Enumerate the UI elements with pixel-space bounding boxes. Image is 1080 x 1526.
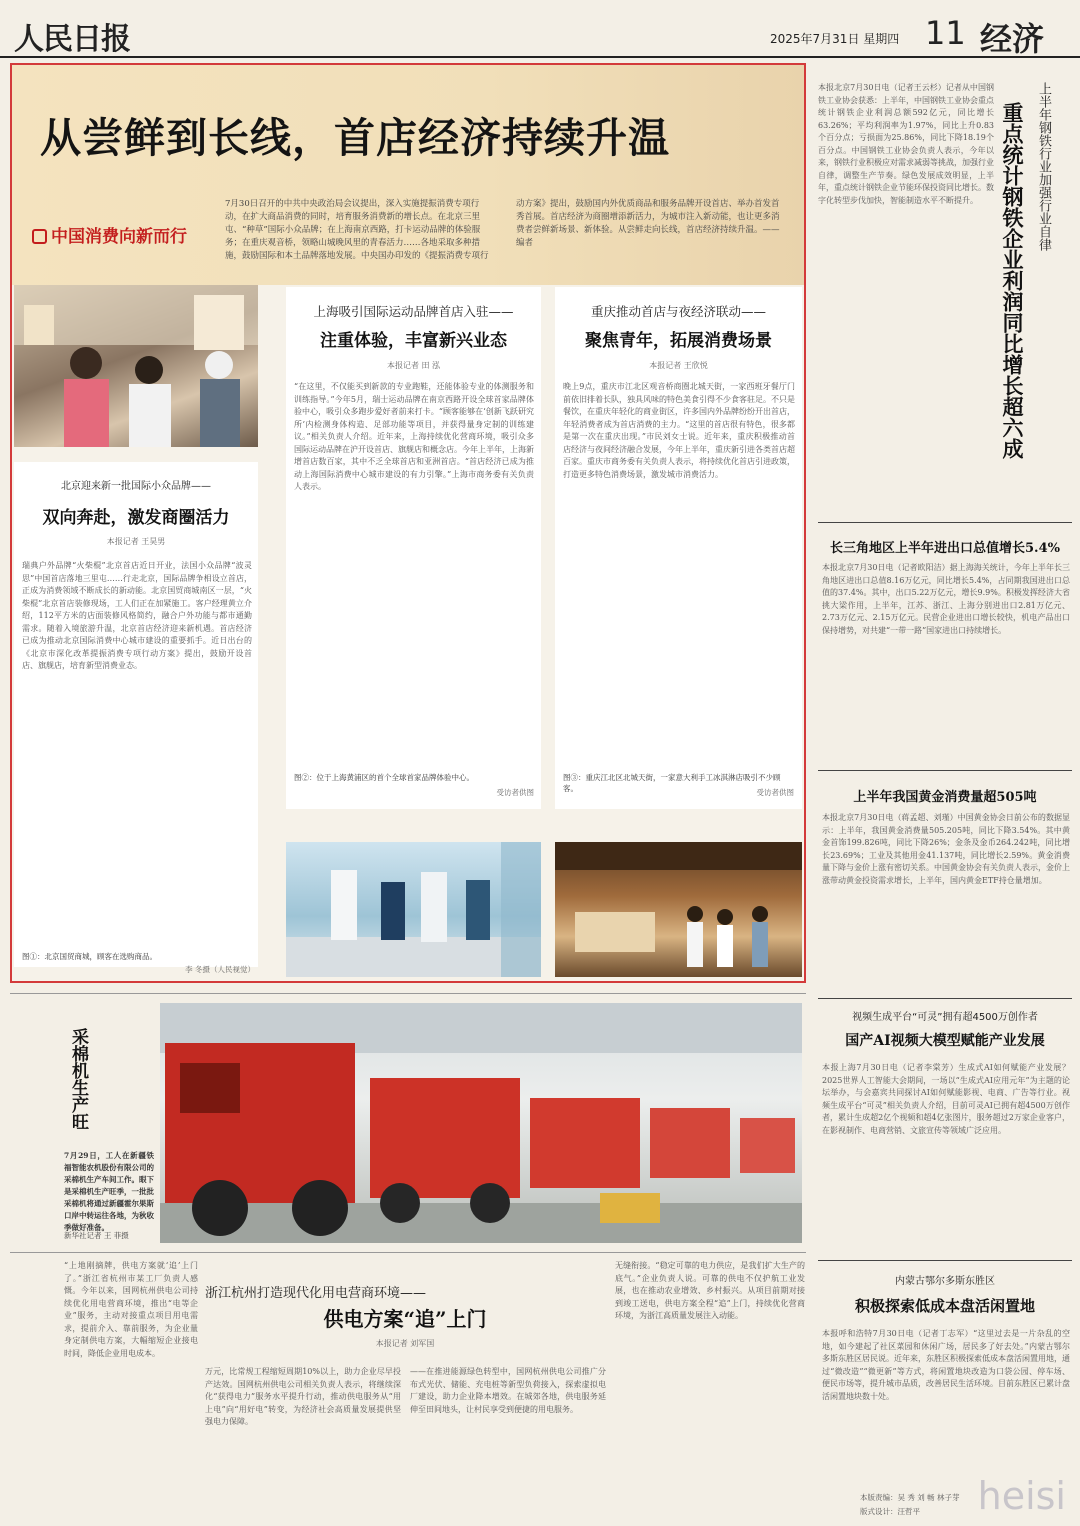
steel-kicker: 上半年钢铁行业加强行业自律 <box>1036 82 1051 251</box>
zhejiang-byline: 本报记者 刘军国 <box>375 1339 435 1348</box>
cotton-title: 采棉机生产旺 <box>68 1028 88 1130</box>
photo-chongqing-shop-figures <box>555 842 802 977</box>
photo-shanghai-store <box>286 842 541 977</box>
photo-chongqing-shop <box>555 842 802 977</box>
issue-date: 2025年7月31日 星期四 <box>770 32 900 46</box>
chongqing-title: 聚焦青年，拓展消费场景 <box>585 331 772 351</box>
feature-kicker-text: 中国消费向新而行 <box>51 227 187 247</box>
cotton-credit: 新华社记者 王 菲摄 <box>64 1231 129 1240</box>
zhejiang-col2: ——在推进能源绿色转型中，国网杭州供电公司推广分布式光伏、储能、充电桩等新型负荷接入，探索虚拟电厂建设，助力企业降本增效。在城郊各地，供电服务延伸至田间地头，让村民享受到便捷的用电服务。 <box>410 1367 606 1414</box>
feature-kicker <box>32 222 187 247</box>
ai-video-title: 国产AI视频大模型赋能产业发展 <box>845 1033 1045 1049</box>
chongqing-body: 晚上9点，重庆市江北区观音桥商圈北城天街，一家西班牙餐厅门前依旧排着长队，独具风味的特色美食引得不少食客驻足。不只是餐饮，在重庆年轻化的商业街区，许多国内外品牌纷纷开出首店，年轻消费者成为首店消费的主力。“这里的首店很有特色，很多都是第一次在重庆出现。”市民刘女士说。近年来，重庆积极推动首店经济与夜间经济融合发展，今年上半年，重庆新引进各类首店超百家。重庆市商务委有关负责人表示，将持续优化首店引进政策，打造更多特色消费场景，激发城市消费活力。 <box>563 382 795 479</box>
divider-4 <box>818 1260 1072 1261</box>
yangtze-body: 本报北京7月30日电（记者欧阳洁）据上海海关统计，今年上半年长三角地区进出口总值8.16万亿元，同比增长5.4%，占同期我国进出口总值的37.4%。其中，出口5.22万亿元，增长9.9%。积极发挥经济大省挑大梁作用，上半年，江苏、浙江、上海分别进出口2.81万亿元、2.73万亿元、2.15万亿元。民营企业进出口增长较快，机电产品出口保持增势，对共建“一带一路”国家进出口持续增长。 <box>822 563 1070 635</box>
steel-body <box>818 82 994 490</box>
ordos-pre-title: 内蒙古鄂尔多斯东胜区 <box>895 1276 995 1287</box>
yangtze-title: 长三角地区上半年进出口总值增长5.4% <box>830 541 1060 556</box>
chongqing-byline: 本报记者 王欣悦 <box>649 361 708 370</box>
shanghai-caption: 图②：位于上海黄浦区的首个全球首家品牌体验中心。 <box>294 773 474 782</box>
section-name: 经济 <box>980 20 1045 58</box>
chongqing-photographer: 受访者供图 <box>756 788 794 797</box>
zhejiang-col3: 无缝衔接。“稳定可靠的电力供应，是我们扩大生产的底气。”企业负责人说。可靠的供电不仅护航工业发展，也在推动农业增效、乡村振兴。从项目前期对接到竣工送电，供电方案全程“追”上门，持续优化营商环境，为浙江高质量发展注入动能。 <box>615 1261 805 1320</box>
photo-cotton-pickers <box>160 1003 802 1243</box>
shanghai-byline: 本报记者 田 泓 <box>386 361 441 370</box>
shanghai-pre-title: 上海吸引国际运动品牌首店入驻—— <box>313 304 514 319</box>
chongqing-pre-title: 重庆推动首店与夜经济联动—— <box>590 304 766 319</box>
steel-title: 重点统计钢铁企业利润同比增长超六成 <box>1000 102 1025 459</box>
photo-shanghai-store-figures <box>286 842 541 977</box>
gold-title: 上半年我国黄金消费量超505吨 <box>853 790 1037 805</box>
ai-video-pre-title: 视频生成平台“可灵”拥有超4500万创作者 <box>852 1012 1038 1023</box>
ai-video-body: 本报上海7月30日电（记者李棠芳）生成式AI如何赋能产业发展？2025世界人工智能大会期间，一场以“生成式AI应用元年”为主题的论坛举办，与会嘉宾共同探讨AI如何赋能影视、电商、广告等行业。视频生成平台“可灵”相关负责人介绍，目前可灵AI已拥有超4500万创作者，累计生成超2亿个视频和超4亿张图片，服务超过2万家企业客户，在影视制作、电商营销、文旅宣传等领域广泛应用。 <box>822 1063 1070 1135</box>
divider-3 <box>818 998 1072 999</box>
watermark: heisi <box>977 1474 1066 1518</box>
beijing-pre-title: 北京迎来新一批国际小众品牌—— <box>61 481 211 492</box>
page-designer: 版式设计：汪哲平 <box>860 1507 920 1516</box>
series-icon <box>32 229 47 244</box>
photo-beijing-shoppers <box>14 285 258 447</box>
page-editors: 本版责编：吴 秀 刘 畅 林子芽 <box>860 1493 960 1502</box>
divider-1 <box>818 522 1072 523</box>
feature-headline: 从尝鲜到长线，首店经济持续升温 <box>40 114 670 162</box>
divider-2 <box>818 770 1072 771</box>
masthead <box>0 0 1080 58</box>
cotton-caption: 7月29日，工人在新疆铁福智能农机股份有限公司的采棉机生产车间工作。眼下是采棉机生产旺季，一批批采棉机将通过新疆霍尔果斯口岸中转运往各地，为秋收季做好准备。 <box>64 1151 154 1232</box>
zhejiang-title: 供电方案“追”上门 <box>323 1307 487 1331</box>
zhejiang-col1: 万元，比常规工程缩短周期10%以上，助力企业尽早投产达效。国网杭州供电公司相关负责人表示，将继续深化“获得电力”服务水平提升行动，推动供电服务从“用上电”向“用好电”转变，为经济社会高质量发展提供坚强电力保障。 <box>205 1367 401 1426</box>
beijing-caption: 图①：北京国贸商城，顾客在选购商品。 <box>22 952 157 961</box>
ordos-title: 积极探索低成本盘活闲置地 <box>854 1297 1035 1315</box>
beijing-body: 瑞典户外品牌“火柴棍”北京首店近日开业，法国小众品牌“波灵思”中国首店落地三里屯……行走北京，国际品牌争相设立首店，正成为消费领域不断成长的新动能。北京国贸商城南区一层，“火柴棍”北京首店装修现场，工人们正在加紧施工。客户经理黄立介绍，112平方米的店面装修风格简约，融合户外功能与都市通勤需求。随着入境旅游升温，北京首店经济迎来新机遇。首店经济已成为推动北京国际消费中心城市建设的重要抓手。近日出台的《北京市深化改革提振消费专项行动方案》提出，鼓励开设首店、旗舰店，培育新型消费业态。 <box>22 561 252 670</box>
photo-beijing-shoppers-figures <box>14 285 258 447</box>
zhejiang-lead-body: “上地刚摘牌，供电方案就‘追’上门了。”浙江省杭州市某工厂负责人感慨。今年以来，国网杭州供电公司持续优化用电营商环境，推出“电等企业”服务，主动对接重点项目用电需求，提前介入、靠前服务，为企业量身定制供电方案，大幅缩短企业接电时间，降低企业用电成本。 <box>64 1261 198 1358</box>
gold-body: 本报北京7月30日电（蒋孟超、刘瑾）中国黄金协会日前公布的数据显示：上半年，我国黄金消费量505.205吨，同比下降3.54%。其中黄金首饰199.826吨，同比下降26%；金条及金币264.242吨，同比增长23.69%；工业及其他用金41.137吨，同比增长2.59%。黄金消费量下降与金价上涨有密切关系。中国黄金协会有关负责人表示，金价上涨带动黄金投资需求增长，上半年，国内黄金ETF持仓量增加。 <box>822 813 1070 885</box>
page-number: 11 <box>925 14 966 52</box>
photo-cotton-pickers-machines <box>160 1003 802 1243</box>
beijing-byline: 本报记者 王昊男 <box>106 537 166 546</box>
newspaper-logo: 人民日报 <box>14 22 130 57</box>
feature-intro: 7月30日召开的中共中央政治局会议提出，深入实施提振消费专项行动，在扩大商品消费的同时，培育服务消费新的增长点。在北京三里屯、“种草”国际小众品牌；在上海南京西路，打卡运动品牌的体验服务；在重庆观音桥，领略山城晚风里的青春活力……各地采取多种措施，鼓励国际和本土品牌落地发展。中央国办印发的《提振消费专项行动方案》提出，鼓励国内外优质商品和服务品牌开设首店、举办首发首秀首展。首店经济为商圈增添新活力，为城市注入新动能，也让更多消费者尝鲜新场景、新体验。从尝鲜走向长线，首店经济持续升温。——编者 <box>225 199 780 261</box>
shanghai-photographer: 受访者供图 <box>496 788 534 797</box>
divider-cotton <box>10 993 806 994</box>
chongqing-caption: 图③：重庆江北区北城天街，一家意大利手工冰淇淋店吸引不少顾客。 <box>563 773 781 793</box>
divider-zhejiang <box>10 1252 806 1253</box>
shanghai-body: “在这里，不仅能买到新款的专业跑鞋，还能体验专业的体测服务和训练指导。”今年5月，瑞士运动品牌在南京西路开设全球首家品牌体验中心，吸引众多跑步爱好者前来打卡。“顾客能够在‘创新飞跃研究所’内检测身体构造、足部功能等项目，并获得量身定制的训练建议。”相关负责人介绍。近年来，上海持续优化营商环境，吸引众多国际运动品牌在沪开设首店、旗舰店和概念店。今年上半年，上海新增首店数百家，其中不乏全球首店和亚洲首店。“首店经济已成为推动上海国际消费中心城市建设的有力引擎。”上海市商务委有关负责人表示。 <box>294 382 534 491</box>
ordos-body: 本报呼和浩特7月30日电（记者丁志军）“这里过去是一片杂乱的空地，如今建起了社区菜园和休闲广场，居民多了好去处。”内蒙古鄂尔多斯东胜区居民说。近年来，东胜区积极探索低成本盘活闲置用地，通过“微改造”“微更新”等方式，将闲置地块改造为口袋公园、停车场、便民市场等，提升城市品质，改善居民生活环境。目前东胜区已累计盘活闲置地块数十处。 <box>822 1329 1070 1401</box>
zhejiang-pre-title: 浙江杭州打造现代化用电营商环境—— <box>205 1286 427 1301</box>
beijing-photographer: 李 冬摄（人民视觉） <box>185 965 255 974</box>
steel-body-text: 本报北京7月30日电（记者王云杉）记者从中国钢铁工业协会获悉：上半年，中国钢铁工业协会重点统计钢铁企业利润总额592亿元，同比增长63.26%；平均利润率为1.97%，同比上升0.83个百分点；亏损面为25.86%，同比下降18.19个百分点。中国钢铁工业协会负责人表示，今年以来，钢铁行业积极应对需求减弱等挑战，加强行业自律，调整生产节奏。绿色发展成效明显，上半年，重点统计钢铁企业节能环保投资同比增长。数字化转型步伐加快，智能制造水平不断提升。 <box>818 83 994 205</box>
shanghai-title: 注重体验，丰富新兴业态 <box>320 331 507 351</box>
beijing-title: 双向奔赴，激发商圈活力 <box>42 508 230 528</box>
